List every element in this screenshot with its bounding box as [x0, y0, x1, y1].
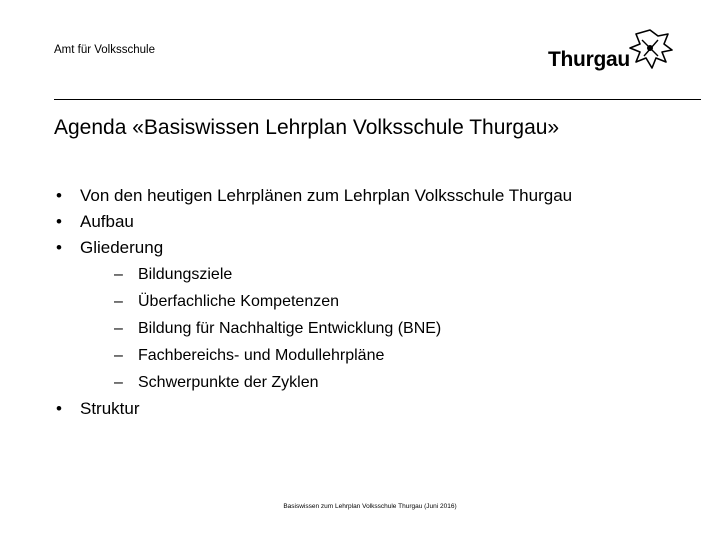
thurgau-lion-crest-icon	[628, 28, 674, 72]
dash-marker: –	[114, 293, 123, 310]
dash-marker: –	[114, 347, 123, 364]
agenda-subitem-text: Fachbereichs- und Modullehrpläne	[138, 347, 385, 364]
agenda-item	[54, 183, 572, 209]
agenda-subitem-text: Bildungsziele	[138, 266, 233, 283]
agenda-subitem	[80, 315, 572, 342]
bullet-marker: •	[56, 212, 62, 231]
header-divider	[54, 99, 701, 100]
agenda-subitem-text: Überfachliche Kompetenzen	[138, 293, 340, 310]
agenda-item-text: Aufbau	[80, 212, 134, 231]
agenda-item-text: Gliederung	[80, 238, 164, 257]
organization-name: Amt für Volksschule	[54, 44, 155, 56]
agenda-subitem	[80, 261, 572, 288]
agenda-subitem	[80, 288, 572, 315]
bullet-marker: •	[56, 186, 62, 205]
dash-marker: –	[114, 374, 123, 391]
agenda-subitem	[80, 342, 572, 369]
agenda-item-text: Von den heutigen Lehrplänen zum Lehrplan Volksschule Thurgau	[80, 186, 573, 205]
slide-title: Agenda «Basiswissen Lehrplan Volksschule Thurgau»	[54, 116, 560, 139]
agenda-subitem-text: Bildung für Nachhaltige Entwicklung (BNE)	[138, 320, 442, 337]
logo-text: Thurgau	[548, 48, 630, 71]
agenda-item	[54, 209, 572, 235]
agenda-subitem	[80, 369, 572, 396]
dash-marker: –	[114, 266, 123, 283]
bullet-marker: •	[56, 238, 62, 257]
bullet-marker: •	[56, 399, 62, 418]
agenda-sublist	[80, 261, 572, 396]
agenda-list	[54, 183, 572, 422]
dash-marker: –	[114, 320, 123, 337]
agenda-item	[54, 396, 572, 422]
slide-footer: Basiswissen zum Lehrplan Volksschule Thurgau (Juni 2016)	[283, 503, 457, 510]
agenda-item	[54, 235, 572, 396]
agenda-item-text: Struktur	[80, 399, 140, 418]
agenda-subitem-text: Schwerpunkte der Zyklen	[138, 374, 319, 391]
thurgau-logo	[544, 28, 674, 78]
